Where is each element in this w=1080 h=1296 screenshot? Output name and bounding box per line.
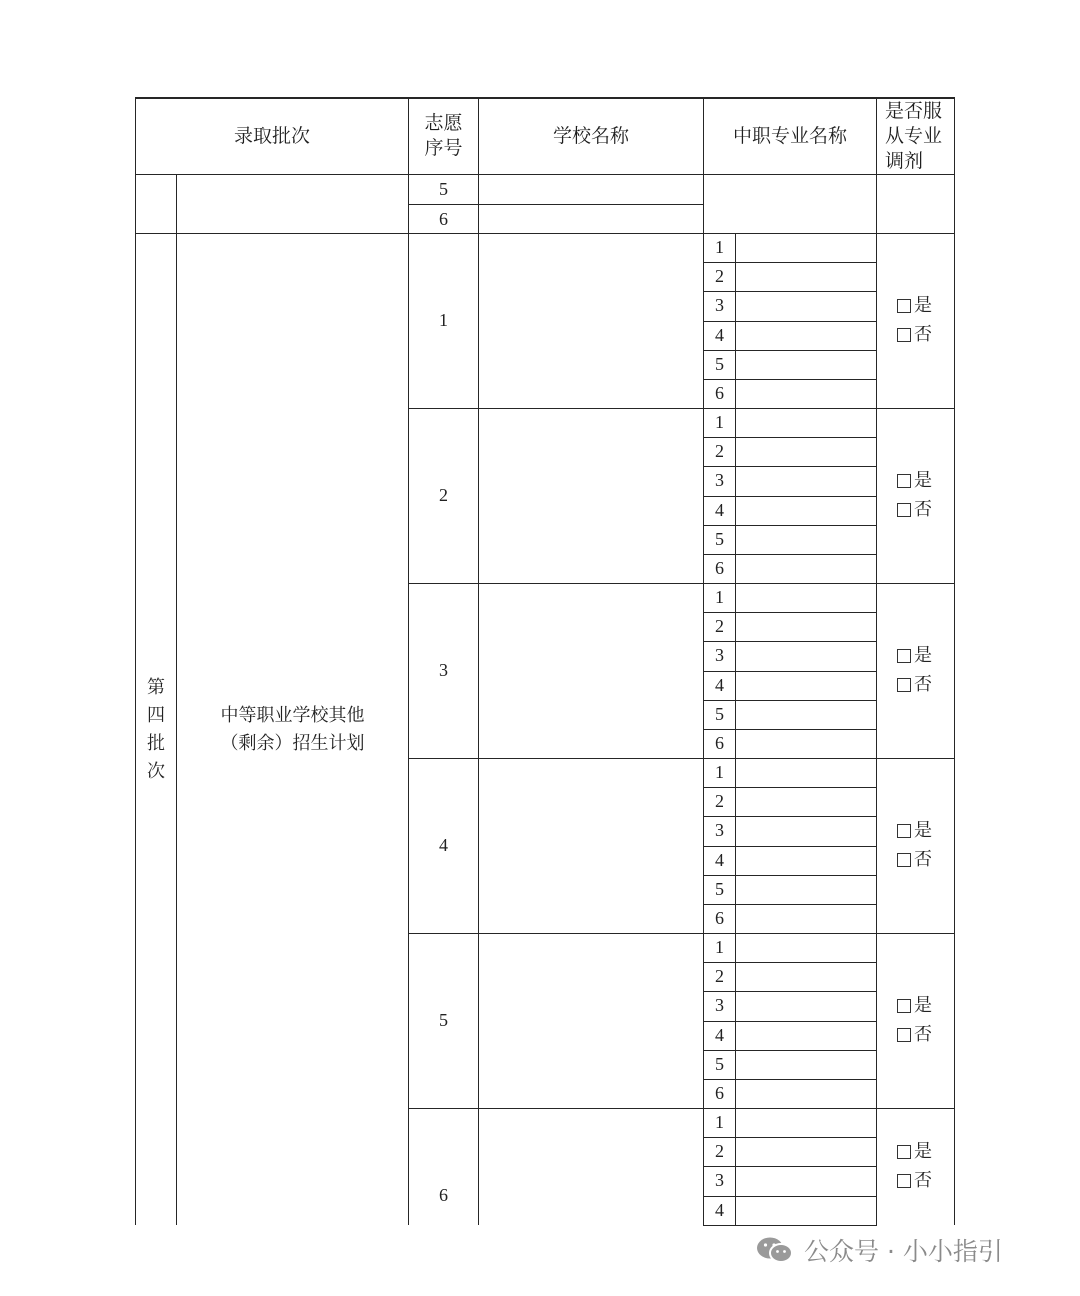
major-number-rule (735, 758, 736, 933)
major-row-number: 3 (715, 470, 724, 490)
top-row-order: 6 (439, 208, 448, 229)
choice-block-rule (408, 583, 954, 584)
top-row-order: 5 (439, 179, 448, 199)
major-row-number: 2 (715, 441, 724, 461)
major-row-number: 4 (715, 675, 724, 695)
adjustment-options (897, 466, 932, 524)
choice-block-rule (408, 408, 954, 409)
adjustment-yes-label: 是 (914, 995, 932, 1016)
major-number-rule (735, 1108, 736, 1225)
header-major-name: 中职专业名称 (732, 124, 847, 147)
major-row-rule (703, 1225, 877, 1226)
adjustment-no-label: 否 (914, 324, 932, 345)
major-row-number: 1 (715, 587, 724, 607)
major-row-number: 1 (715, 1112, 724, 1132)
major-row-number: 3 (715, 820, 724, 840)
major-number-rule (735, 933, 736, 1108)
header-batch: 录取批次 (233, 124, 310, 147)
major-row-number: 3 (715, 1170, 724, 1190)
checkbox[interactable] (897, 1145, 911, 1159)
header-bottom-rule (135, 174, 955, 175)
major-row-number: 5 (715, 354, 724, 374)
adjustment-no-label: 否 (914, 849, 932, 870)
batch-four-plan: 中等职业学校其他 （剩余）招生计划 (220, 704, 365, 754)
adjustment-yes-option[interactable] (897, 991, 932, 1020)
header-choice-order: 志愿 序号 (424, 112, 463, 159)
checkbox[interactable] (897, 299, 911, 313)
major-row-number: 5 (715, 704, 724, 724)
checkbox[interactable] (897, 474, 911, 488)
row-rule (408, 204, 703, 205)
choice-order-number: 3 (439, 660, 448, 680)
major-row-number: 2 (715, 1141, 724, 1161)
adjustment-no-option[interactable] (897, 845, 932, 874)
adjustment-options (897, 1137, 932, 1195)
major-row-number: 6 (715, 1083, 724, 1103)
adjustment-options (897, 291, 932, 349)
adjustment-yes-label: 是 (914, 295, 932, 316)
major-row-number: 2 (715, 266, 724, 286)
adjustment-no-option[interactable] (897, 1166, 932, 1195)
adjustment-no-label: 否 (914, 1170, 932, 1191)
major-number-rule (735, 583, 736, 758)
adjustment-yes-option[interactable] (897, 291, 932, 320)
major-row-number: 3 (715, 995, 724, 1015)
checkbox[interactable] (897, 1028, 911, 1042)
major-row-number: 3 (715, 295, 724, 315)
adjustment-yes-label: 是 (914, 645, 932, 666)
adjustment-no-option[interactable] (897, 320, 932, 349)
major-row-number: 6 (715, 383, 724, 403)
checkbox[interactable] (897, 824, 911, 838)
major-row-number: 5 (715, 879, 724, 899)
major-row-number: 1 (715, 237, 724, 257)
table-left-border (135, 97, 136, 1225)
major-row-number: 4 (715, 850, 724, 870)
major-row-number: 4 (715, 500, 724, 520)
adjustment-no-option[interactable] (897, 495, 932, 524)
adjustment-no-label: 否 (914, 674, 932, 695)
adjustment-yes-option[interactable] (897, 1137, 932, 1166)
choice-order-number: 2 (439, 485, 448, 505)
checkbox[interactable] (897, 678, 911, 692)
adjustment-options (897, 991, 932, 1049)
checkbox[interactable] (897, 649, 911, 663)
wechat-icon (756, 1236, 794, 1264)
major-row-number: 5 (715, 529, 724, 549)
choice-block-rule (408, 758, 954, 759)
column-rule (876, 97, 877, 1225)
adjustment-yes-option[interactable] (897, 466, 932, 495)
choice-block-rule (408, 1108, 954, 1109)
major-row-number: 6 (715, 558, 724, 578)
adjustment-yes-option[interactable] (897, 816, 932, 845)
table-top-border (135, 97, 955, 99)
choice-order-number: 5 (439, 1010, 448, 1030)
adjustment-yes-label: 是 (914, 820, 932, 841)
major-number-rule (735, 233, 736, 408)
checkbox[interactable] (897, 853, 911, 867)
batch-divider-rule (135, 233, 955, 234)
adjustment-no-label: 否 (914, 499, 932, 520)
major-row-number: 6 (715, 908, 724, 928)
checkbox[interactable] (897, 503, 911, 517)
adjustment-no-option[interactable] (897, 1020, 932, 1049)
adjustment-options (897, 641, 932, 699)
batch-four-label: 第 四 批 次 (147, 676, 165, 782)
choice-block-rule (408, 933, 954, 934)
adjustment-no-label: 否 (914, 1024, 932, 1045)
major-row-number: 4 (715, 325, 724, 345)
major-row-number: 1 (715, 937, 724, 957)
checkbox[interactable] (897, 999, 911, 1013)
adjustment-no-option[interactable] (897, 670, 932, 699)
adjustment-yes-option[interactable] (897, 641, 932, 670)
major-row-number: 2 (715, 616, 724, 636)
watermark-text: 公众号 · 小小指引 (804, 1237, 1003, 1266)
major-row-number: 1 (715, 412, 724, 432)
major-number-rule (735, 408, 736, 583)
adjustment-yes-label: 是 (914, 1141, 932, 1162)
adjustment-yes-label: 是 (914, 470, 932, 491)
header-school-name: 学校名称 (552, 124, 629, 147)
major-row-number: 2 (715, 966, 724, 986)
major-row-number: 2 (715, 791, 724, 811)
major-row-number: 6 (715, 733, 724, 753)
choice-order-number: 6 (439, 1185, 448, 1205)
major-row-number: 4 (715, 1200, 724, 1220)
header-accept-adjustment: 是否服 从专业 调剂 (885, 99, 943, 172)
column-rule (176, 174, 177, 1225)
major-row-number: 1 (715, 762, 724, 782)
major-row-number: 4 (715, 1025, 724, 1045)
adjustment-options (897, 816, 932, 874)
watermark (756, 1232, 1003, 1268)
major-row-number: 3 (715, 645, 724, 665)
major-row-number: 5 (715, 1054, 724, 1074)
checkbox[interactable] (897, 328, 911, 342)
choice-order-number: 1 (439, 310, 448, 330)
choice-order-number: 4 (439, 835, 448, 855)
column-rule (478, 97, 479, 1225)
table-right-border (954, 97, 955, 1225)
checkbox[interactable] (897, 1174, 911, 1188)
